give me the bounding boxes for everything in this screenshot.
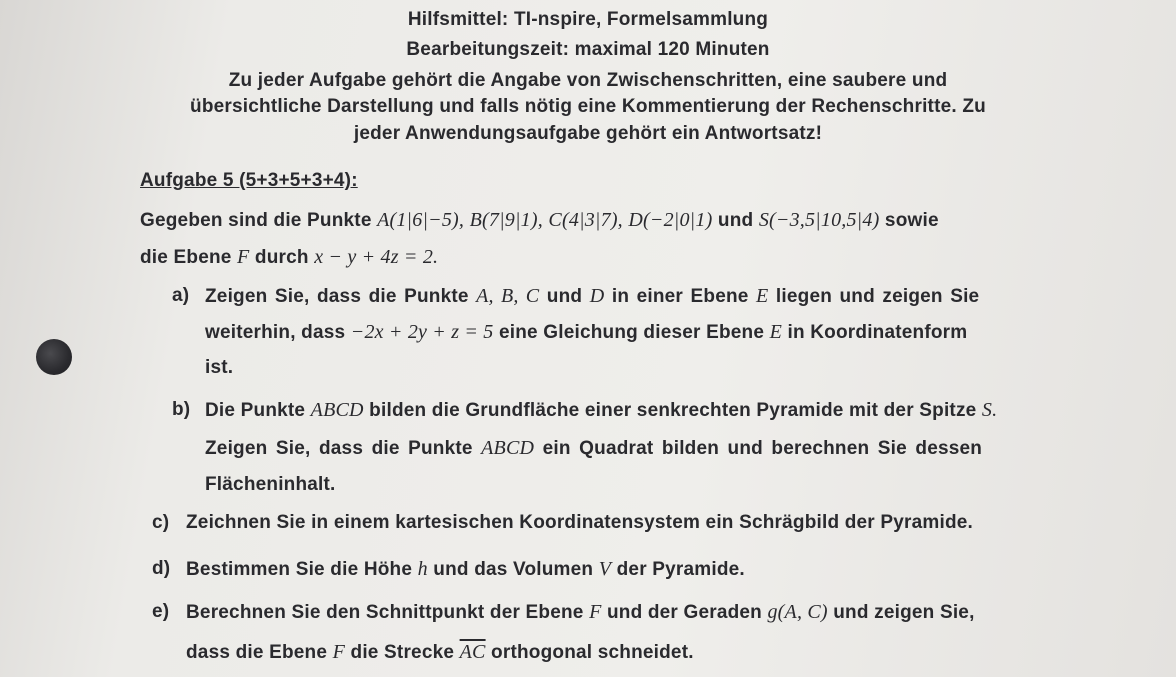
- point-c: C(4|3|7),: [548, 209, 623, 231]
- part-c-label: c): [152, 512, 170, 533]
- part-b-text: Die Punkte: [205, 400, 311, 421]
- part-a-post-2: in Koordinatenform: [782, 322, 968, 343]
- plane-f-equation: x − y + 4z = 2.: [314, 246, 439, 268]
- part-d-post: der Pyramide.: [611, 559, 745, 580]
- part-e-line-1: [186, 601, 975, 624]
- part-b-line-2: [205, 437, 982, 460]
- task-intro-line-2: [140, 246, 438, 269]
- task-heading: [140, 170, 358, 192]
- part-e-mid-2: die Strecke: [345, 642, 460, 663]
- part-a-text: Zeigen Sie, dass die Punkte: [205, 286, 477, 307]
- points-abcd: ABCD: [310, 399, 364, 421]
- instructions-line-2: übersichtliche Darstellung und falls nötig eine Kommentierung der Rechenschritte. Zu: [190, 96, 986, 117]
- plane-f: F: [237, 246, 250, 268]
- part-a-und: und: [539, 286, 590, 307]
- part-a-line-2: [205, 321, 967, 344]
- part-a-mid: in einer Ebene: [604, 286, 757, 307]
- part-e-mid: und der Geraden: [601, 602, 768, 623]
- intro-sowie: sowie: [879, 210, 939, 231]
- points-abcd-2: ABCD: [481, 437, 535, 459]
- part-d-mid: und das Volumen: [427, 559, 599, 580]
- plane-durch: durch: [249, 247, 315, 268]
- plane-f-label: F: [589, 601, 602, 623]
- part-a-post: liegen und zeigen Sie: [768, 286, 980, 307]
- point-a: A(1|6|−5),: [377, 209, 465, 231]
- points-abc: A, B, C: [476, 285, 540, 307]
- part-e-post-2: orthogonal schneidet.: [485, 642, 694, 663]
- part-c-line-1: Zeichnen Sie in einem kartesischen Koordinatensystem ein Schrägbild der Pyramide.: [186, 512, 974, 533]
- part-a-line-1: [205, 285, 979, 308]
- intro-und: und: [712, 210, 759, 231]
- plane-e-equation: −2x + 2y + z = 5: [350, 321, 494, 343]
- apex-s: S.: [981, 399, 998, 421]
- part-b-label: b): [172, 399, 191, 420]
- part-b-line-1: [205, 399, 997, 422]
- volume-v: V: [598, 558, 612, 580]
- point-b: B(7|9|1),: [469, 209, 543, 231]
- task-intro-line-1: [140, 209, 939, 232]
- part-e-text: Berechnen Sie den Schnittpunkt der Ebene: [186, 602, 590, 623]
- part-b-post-2: ein Quadrat bilden und berechnen Sie dessen: [534, 438, 983, 459]
- part-e-text-2: dass die Ebene: [186, 642, 333, 663]
- part-d-text: Bestimmen Sie die Höhe: [186, 559, 418, 580]
- task-heading-text: Aufgabe 5 (5+3+5+3+4):: [140, 170, 358, 191]
- point-s: S(−3,5|10,5|4): [758, 209, 880, 231]
- part-e-post: und zeigen Sie,: [827, 602, 975, 623]
- plane-e-label: E: [756, 285, 769, 307]
- punch-hole: [36, 339, 72, 375]
- segment-ac: $\overline{AC}$: [459, 641, 486, 663]
- part-a-line-3: ist.: [205, 357, 234, 378]
- part-e-label: e): [152, 601, 170, 622]
- part-e-line-2: [186, 641, 694, 664]
- part-d-label: d): [152, 558, 171, 579]
- intro-text: Gegeben sind die Punkte: [140, 210, 378, 231]
- plane-text: die Ebene: [140, 247, 238, 268]
- plane-f-label-2: F: [332, 641, 346, 663]
- point-d-label: D: [589, 285, 605, 307]
- instructions-line-1: Zu jeder Aufgabe gehört die Angabe von Zwischenschritten, eine saubere und: [228, 70, 948, 91]
- point-d: D(−2|0|1): [628, 209, 713, 231]
- line-g: g(A, C): [767, 601, 828, 623]
- header-aids: Hilfsmittel: TI-nspire, Formelsammlung: [407, 9, 769, 30]
- plane-e-label-2: E: [769, 321, 783, 343]
- part-b-post: bilden die Grundfläche einer senkrechten Pyramide mit der Spitze: [363, 400, 982, 421]
- part-d-line-1: [186, 558, 745, 581]
- part-a-text-2: weiterhin, dass: [205, 322, 351, 343]
- part-a-mid-2: eine Gleichung dieser Ebene: [493, 322, 770, 343]
- height-h: h: [417, 558, 428, 580]
- part-a-label: a): [172, 285, 190, 306]
- header-time: Bearbeitungszeit: maximal 120 Minuten: [406, 39, 770, 60]
- instructions-line-3: jeder Anwendungsaufgabe gehört ein Antwortsatz!: [353, 123, 823, 144]
- part-b-line-3: Flächeninhalt.: [205, 474, 336, 495]
- part-b-text-2: Zeigen Sie, dass die Punkte: [205, 438, 482, 459]
